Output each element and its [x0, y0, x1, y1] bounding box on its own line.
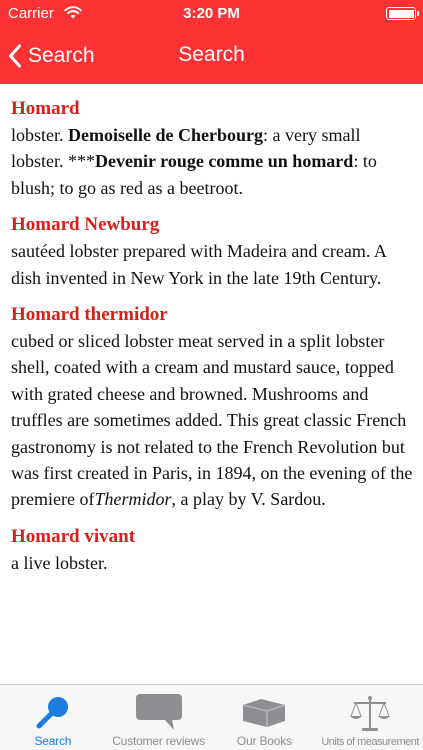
carrier-label: Carrier	[8, 5, 54, 22]
tab-our-books[interactable]	[212, 685, 318, 750]
entry-title: Homard	[11, 98, 80, 119]
speech-bubble-icon	[134, 690, 184, 734]
entry-definition	[11, 328, 413, 513]
tab-our-books-label: Our Books	[236, 734, 292, 748]
tab-bar	[0, 684, 423, 750]
battery-icon	[386, 7, 416, 20]
tab-units-of-measurement[interactable]	[317, 685, 423, 750]
tab-units-of-measurement-label: Units of measurement	[321, 736, 419, 748]
entry-title: Homard vivant	[11, 525, 136, 547]
definition-text: a live lobster.	[11, 552, 108, 573]
definition-text: : to blush; to go as red as a beetroot.	[11, 151, 377, 198]
back-button-label: Search	[28, 44, 95, 67]
navigation-bar	[0, 28, 423, 84]
definition-term: Demoiselle de Cherbourg	[68, 125, 263, 145]
tab-search[interactable]	[0, 685, 106, 750]
status-time: 3:20 PM	[183, 5, 240, 22]
scales-icon	[348, 692, 392, 736]
definition-text: lobster.	[11, 125, 68, 145]
entry-definition	[11, 550, 413, 576]
status-bar	[0, 0, 423, 28]
book-icon	[239, 690, 289, 734]
page-title: Search	[178, 43, 245, 66]
tab-customer-reviews[interactable]	[106, 685, 212, 750]
dictionary-entry	[11, 212, 413, 291]
entry-definition	[11, 122, 413, 201]
dictionary-entry	[11, 524, 413, 576]
definition-term: Devenir rouge comme un homard	[95, 151, 354, 172]
tab-search-label: Search	[34, 734, 72, 748]
definition-text: , a play by V. Sardou.	[171, 489, 326, 510]
search-icon	[34, 690, 72, 734]
entry-list	[11, 96, 413, 576]
definition-text: cubed or sliced lobster meat served in a split lobster shell, coated with a cream and mustard sauce, topped with grated cheese and browned. Mushrooms and truffles are sometimes added. This great classic French gastronomy is not related to the French Revolution but was first created in Paris, in 1894, on the evening of the premiere of	[11, 331, 413, 510]
entry-definition	[11, 238, 413, 291]
definition-text: : a very small lobster. ***	[11, 125, 361, 172]
search-results[interactable]	[0, 84, 423, 684]
dictionary-entry	[11, 302, 413, 513]
tab-customer-reviews-label: Customer reviews	[112, 734, 206, 748]
entry-title: Homard Newburg	[11, 214, 160, 236]
entry-title: Homard thermidor	[11, 304, 168, 326]
dictionary-entry	[11, 96, 413, 201]
definition-text: sautéed lobster prepared with Madeira and cream. A dish invented in New York in the late 19th Century.	[11, 241, 386, 288]
definition-emphasis: Thermidor	[94, 489, 172, 510]
